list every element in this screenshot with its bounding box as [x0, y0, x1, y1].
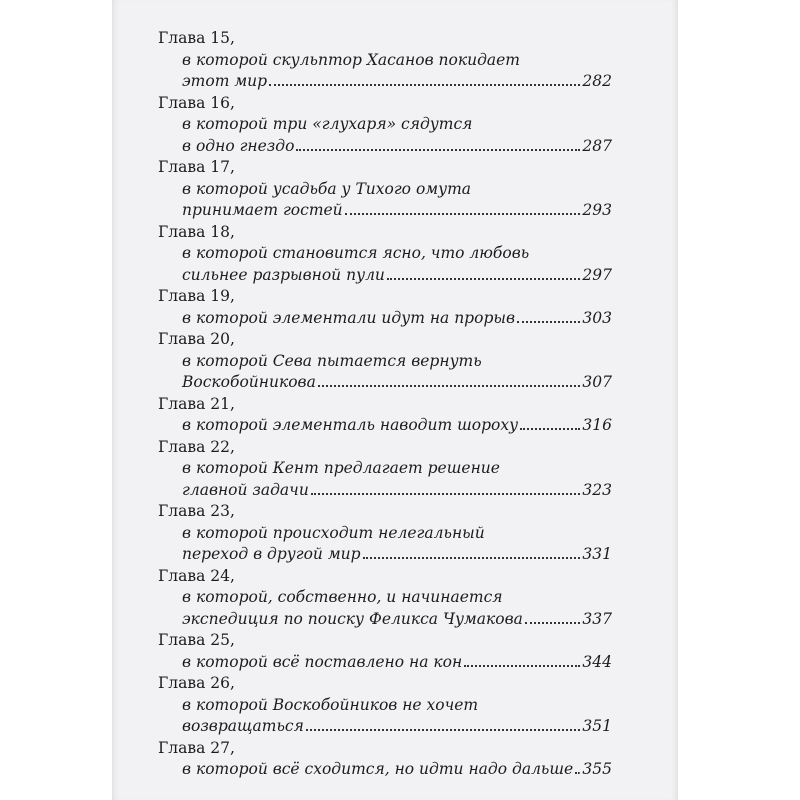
toc-entry-line[interactable] — [182, 136, 612, 156]
toc-chapter-title-line: в которой три «глухаря» сядутся — [182, 115, 473, 133]
toc-page-number: 331 — [582, 545, 612, 563]
toc-chapter-title-line: главной задачи — [182, 480, 309, 499]
toc-chapter-title-line: в которой становится ясно, что любовь — [182, 244, 530, 262]
toc-page-number: 337 — [582, 609, 612, 628]
dot-leader — [517, 321, 580, 323]
toc-page-number: 316 — [582, 416, 612, 434]
toc-entry-line[interactable] — [182, 308, 612, 328]
toc-chapter-number: Глава 24, — [158, 566, 235, 585]
toc-chapter-number: Глава 16, — [158, 93, 235, 112]
toc-chapter-number: Глава 27, — [158, 738, 235, 757]
dot-leader — [387, 278, 580, 280]
toc-entry-line[interactable] — [182, 716, 612, 736]
dot-leader — [525, 622, 581, 624]
dot-leader — [363, 557, 581, 559]
toc-entry-line[interactable] — [182, 415, 612, 435]
toc-entry-line[interactable] — [182, 265, 612, 285]
toc-page-number: 297 — [582, 265, 612, 284]
toc-chapter-title-line: в которой происходит нелегальный — [182, 523, 485, 542]
toc-entry-line[interactable] — [182, 652, 612, 672]
toc-entry-line[interactable] — [182, 71, 612, 91]
toc-chapter-number: Глава 26, — [158, 674, 235, 692]
toc-chapter-title-line: принимает гостей — [182, 201, 343, 219]
dot-leader — [311, 493, 581, 495]
toc-chapter-title-line: в которой Воскобойников не хочет — [182, 695, 479, 714]
dot-leader — [575, 772, 580, 774]
toc-entry-line[interactable] — [182, 759, 612, 779]
dot-leader — [345, 213, 581, 215]
toc-entry-line[interactable] — [182, 544, 612, 564]
dot-leader — [318, 385, 581, 387]
toc-chapter-number: Глава 22, — [158, 437, 235, 456]
toc-chapter-title-line: в которой скульптор Хасанов покидает — [182, 50, 521, 69]
toc-entry-line[interactable] — [182, 609, 612, 629]
toc-chapter-title-line: в которой всё поставлено на кон — [182, 652, 463, 671]
toc-page-number: 355 — [582, 760, 612, 778]
toc-page-number: 307 — [582, 373, 612, 391]
toc-entry-line[interactable] — [182, 372, 612, 392]
toc-chapter-title-line: в которой Кент предлагает решение — [182, 459, 500, 477]
toc-chapter-title-line: в которой элементаль наводит шороху — [182, 416, 519, 434]
toc-page-number: 287 — [582, 136, 612, 155]
toc-page-number: 282 — [582, 72, 612, 90]
toc-chapter-title-line: сильнее разрывной пули — [182, 265, 385, 284]
toc-chapter-number: Глава 18, — [158, 222, 235, 241]
toc-chapter-number: Глава 17, — [158, 158, 235, 176]
toc-chapter-title-line: этот мир — [182, 72, 268, 90]
toc-entry-line[interactable] — [182, 480, 612, 500]
dot-leader — [269, 84, 580, 86]
toc-chapter-title-line: в которой усадьба у Тихого омута — [182, 179, 472, 198]
toc-page-number: 323 — [582, 480, 612, 499]
toc-chapter-number: Глава 23, — [158, 502, 235, 520]
dot-leader — [306, 729, 581, 731]
toc-chapter-number: Глава 21, — [158, 394, 235, 413]
toc-page-number: 344 — [582, 652, 612, 671]
toc-chapter-title-line: в которой всё сходится, но идти надо дальше — [182, 760, 574, 778]
toc-chapter-title-line: в которой элементали идут на прорыв — [182, 308, 516, 327]
book-page — [112, 0, 678, 800]
toc-entry-line[interactable] — [182, 200, 612, 220]
toc-chapter-title-line: в которой Сева пытается вернуть — [182, 351, 482, 370]
toc-page-number: 351 — [582, 717, 612, 735]
dot-leader — [296, 149, 580, 151]
toc-chapter-title-line: переход в другой мир — [182, 545, 361, 563]
toc-chapter-title-line: экспедиция по поиску Феликса Чумакова — [182, 609, 523, 628]
toc-chapter-number: Глава 20, — [158, 330, 235, 348]
toc-chapter-title-line: в которой, собственно, и начинается — [182, 588, 503, 606]
toc-page-number: 303 — [582, 308, 612, 327]
dot-leader — [520, 428, 580, 430]
toc-chapter-title-line: возвращаться — [182, 717, 304, 735]
toc-chapter-number: Глава 25, — [158, 631, 235, 649]
dot-leader — [464, 665, 580, 667]
toc-chapter-title-line: в одно гнездо — [182, 136, 295, 155]
toc-page-number: 293 — [582, 201, 612, 219]
toc-chapter-title-line: Воскобойникова — [182, 373, 316, 391]
toc-chapter-number: Глава 19, — [158, 287, 235, 305]
toc-chapter-number: Глава 15, — [158, 29, 235, 47]
